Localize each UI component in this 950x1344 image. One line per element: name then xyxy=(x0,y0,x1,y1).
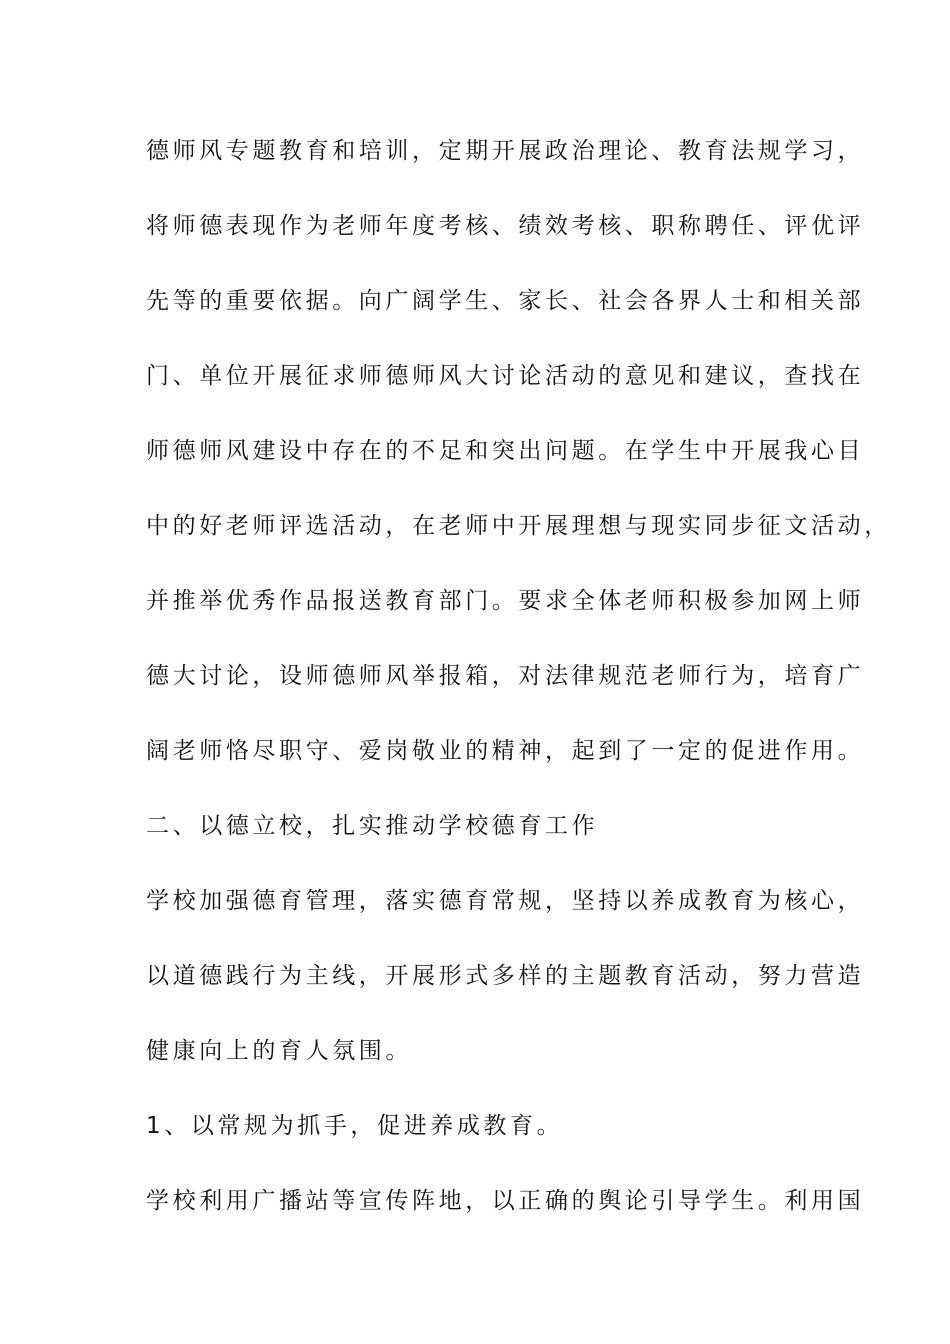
paragraph-line: 学校利用广播站等宣传阵地，以正确的舆论引导学生。利用国 xyxy=(146,1188,865,1214)
paragraph-line: 先等的重要依据。向广阔学生、家长、社会各界人士和相关部 xyxy=(146,288,865,314)
paragraph-line: 阔老师恪尽职守、爱岗敬业的精神，起到了一定的促进作用。 xyxy=(146,738,865,764)
paragraph-line: 并推举优秀作品报送教育部门。要求全体老师积极参加网上师 xyxy=(146,588,865,614)
paragraph-line: 德师风专题教育和培训，定期开展政治理论、教育法规学习， xyxy=(146,138,865,164)
paragraph-line: 健康向上的育人氛围。 xyxy=(146,1038,412,1064)
subsection-heading: 1、以常规为抓手，促进养成教育。 xyxy=(146,1113,564,1139)
paragraph-line: 以道德践行为主线，开展形式多样的主题教育活动，努力营造 xyxy=(146,963,865,989)
paragraph-line: 将师德表现作为老师年度考核、绩效考核、职称聘任、评优评 xyxy=(146,213,865,239)
paragraph-line: 学校加强德育管理，落实德育常规，坚持以养成教育为核心， xyxy=(146,888,865,914)
section-heading: 二、以德立校，扎实推动学校德育工作 xyxy=(146,813,599,839)
paragraph-line: 中的好老师评选活动，在老师中开展理想与现实同步征文活动， xyxy=(146,513,891,539)
paragraph-line: 师德师风建设中存在的不足和突出问题。在学生中开展我心目 xyxy=(146,438,865,464)
paragraph-line: 德大讨论，设师德师风举报箱，对法律规范老师行为，培育广 xyxy=(146,663,865,689)
paragraph-line: 门、单位开展征求师德师风大讨论活动的意见和建议，查找在 xyxy=(146,363,865,389)
